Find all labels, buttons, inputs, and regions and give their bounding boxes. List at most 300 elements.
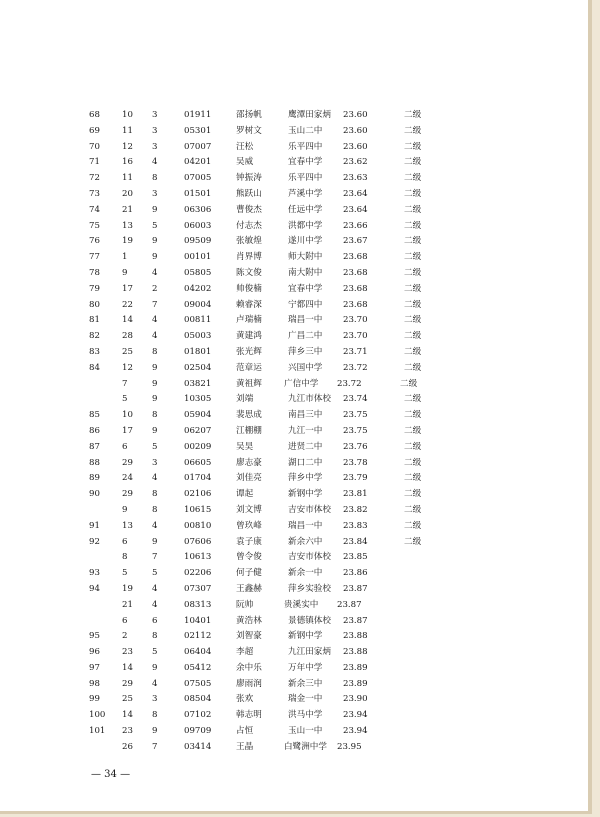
athlete-name-cell: 刘文博	[236, 504, 262, 515]
athlete-name-cell: 帅俊楠	[236, 283, 262, 294]
rank-cell: 91	[89, 520, 100, 531]
heat-cell: 29	[122, 678, 133, 689]
lane-cell: 6	[152, 615, 158, 626]
lane-cell: 9	[152, 536, 158, 547]
athlete-number-cell: 02206	[184, 568, 212, 579]
school-cell: 乐平四中	[288, 173, 323, 184]
grade-cell: 二级	[404, 457, 422, 468]
table-row	[0, 487, 600, 503]
school-cell: 南大附中	[288, 267, 323, 278]
athlete-number-cell: 06605	[184, 457, 212, 468]
athlete-number-cell: 01911	[184, 110, 212, 120]
lane-cell: 4	[152, 267, 158, 278]
heat-cell: 14	[122, 315, 133, 326]
athlete-name-cell: 占恒	[236, 726, 254, 737]
lane-cell: 5	[152, 647, 158, 658]
lane-cell: 2	[152, 283, 158, 294]
grade-cell: 二级	[404, 110, 422, 120]
athlete-number-cell: 08313	[184, 599, 212, 610]
heat-cell: 9	[122, 267, 128, 278]
rank-cell: 75	[89, 220, 100, 231]
table-row	[0, 155, 600, 171]
school-cell: 芦溪中学	[288, 188, 323, 199]
school-cell: 万年中学	[288, 662, 323, 673]
school-cell: 乐平四中	[288, 141, 323, 152]
rank-cell: 95	[89, 631, 100, 642]
grade-cell: 二级	[404, 394, 422, 405]
grade-cell: 二级	[404, 204, 422, 215]
result-time-cell: 23.66	[343, 220, 368, 231]
heat-cell: 16	[122, 157, 133, 168]
rank-cell: 89	[89, 473, 100, 484]
athlete-name-cell: 邵扬帆	[236, 110, 262, 120]
athlete-number-cell: 00101	[184, 252, 212, 263]
table-row	[0, 361, 600, 377]
rank-cell: 94	[89, 583, 100, 594]
school-cell: 宜春中学	[288, 283, 323, 294]
school-cell: 贵溪实中	[284, 599, 319, 610]
result-time-cell: 23.94	[343, 726, 368, 737]
athlete-number-cell: 09004	[184, 299, 212, 310]
athlete-number-cell: 10305	[184, 394, 212, 405]
result-time-cell: 23.89	[343, 662, 368, 673]
table-row	[0, 440, 600, 456]
athlete-name-cell: 赖睿深	[236, 299, 262, 310]
rank-cell: 77	[89, 252, 100, 263]
lane-cell: 5	[152, 220, 158, 231]
school-cell: 景德镇体校	[288, 615, 331, 626]
school-cell: 萍乡实验校	[288, 583, 331, 594]
result-time-cell: 23.72	[343, 362, 368, 373]
grade-cell: 二级	[404, 315, 422, 326]
rank-cell: 97	[89, 662, 100, 673]
heat-cell: 25	[122, 694, 133, 705]
heat-cell: 5	[122, 394, 128, 405]
table-row	[0, 692, 600, 708]
result-time-cell: 23.87	[343, 583, 368, 594]
table-row	[0, 345, 600, 361]
school-cell: 广信中学	[284, 378, 319, 389]
athlete-name-cell: 曾令俊	[236, 552, 262, 563]
result-time-cell: 23.83	[343, 520, 368, 531]
school-cell: 吉安市体校	[288, 504, 331, 515]
table-row	[0, 519, 600, 535]
athlete-number-cell: 08504	[184, 694, 212, 705]
result-time-cell: 23.89	[343, 678, 368, 689]
lane-cell: 8	[152, 346, 158, 357]
school-cell: 广昌二中	[288, 331, 323, 342]
athlete-name-cell: 谭起	[236, 489, 254, 500]
heat-cell: 20	[122, 188, 133, 199]
rank-cell: 85	[89, 410, 100, 421]
result-time-cell: 23.68	[343, 299, 368, 310]
grade-cell: 二级	[404, 125, 422, 136]
lane-cell: 7	[152, 741, 158, 752]
grade-cell: 二级	[404, 504, 422, 515]
grade-cell: 二级	[404, 157, 422, 168]
heat-cell: 29	[122, 489, 133, 500]
athlete-number-cell: 06404	[184, 647, 212, 658]
athlete-number-cell: 03414	[184, 741, 212, 752]
athlete-number-cell: 02112	[184, 631, 212, 642]
table-row	[0, 171, 600, 187]
athlete-number-cell: 00209	[184, 441, 212, 452]
result-time-cell: 23.75	[343, 425, 368, 436]
table-row	[0, 724, 600, 740]
lane-cell: 8	[152, 410, 158, 421]
grade-cell: 二级	[404, 362, 422, 373]
school-cell: 新余三中	[288, 678, 323, 689]
result-time-cell: 23.70	[343, 315, 368, 326]
lane-cell: 9	[152, 204, 158, 215]
rank-cell: 88	[89, 457, 100, 468]
result-time-cell: 23.90	[343, 694, 368, 705]
athlete-number-cell: 07102	[184, 710, 212, 721]
grade-cell: 二级	[400, 378, 418, 389]
school-cell: 萍乡三中	[288, 346, 323, 357]
athlete-name-cell: 黄建鸿	[236, 331, 262, 342]
athlete-name-cell: 吴昊	[236, 441, 254, 452]
athlete-name-cell: 熊跃山	[236, 188, 262, 199]
table-row	[0, 598, 600, 614]
athlete-name-cell: 刘佳亮	[236, 473, 262, 484]
result-time-cell: 23.63	[343, 173, 368, 184]
lane-cell: 4	[152, 473, 158, 484]
rank-cell: 80	[89, 299, 100, 310]
athlete-name-cell: 王鑫赫	[236, 583, 262, 594]
result-time-cell: 23.60	[343, 141, 368, 152]
result-time-cell: 23.60	[343, 110, 368, 120]
grade-cell: 二级	[404, 331, 422, 342]
grade-cell: 二级	[404, 520, 422, 531]
table-row	[0, 187, 600, 203]
athlete-name-cell: 钟振涛	[236, 173, 262, 184]
athlete-name-cell: 李超	[236, 647, 254, 658]
school-cell: 吉安市体校	[288, 552, 331, 563]
athlete-name-cell: 廖志豪	[236, 457, 262, 468]
table-row	[0, 329, 600, 345]
table-row	[0, 471, 600, 487]
athlete-name-cell: 刘智豪	[236, 631, 262, 642]
table-row	[0, 377, 600, 393]
result-time-cell: 23.62	[343, 157, 368, 168]
lane-cell: 9	[152, 378, 158, 389]
table-row	[0, 535, 600, 551]
lane-cell: 4	[152, 331, 158, 342]
grade-cell: 二级	[404, 441, 422, 452]
grade-cell: 二级	[404, 173, 422, 184]
grade-cell: 二级	[404, 188, 422, 199]
grade-cell: 二级	[404, 536, 422, 547]
school-cell: 新钢中学	[288, 631, 323, 642]
lane-cell: 9	[152, 394, 158, 405]
lane-cell: 3	[152, 694, 158, 705]
result-time-cell: 23.76	[343, 441, 368, 452]
heat-cell: 9	[122, 504, 128, 515]
rank-cell: 73	[89, 188, 100, 199]
school-cell: 瑞昌一中	[288, 315, 323, 326]
lane-cell: 4	[152, 520, 158, 531]
table-row	[0, 250, 600, 266]
rank-cell: 87	[89, 441, 100, 452]
athlete-name-cell: 王晶	[236, 741, 254, 752]
result-time-cell: 23.81	[343, 489, 368, 500]
school-cell: 鹰潭田家炳	[288, 110, 331, 120]
school-cell: 洪都中学	[288, 220, 323, 231]
rank-cell: 74	[89, 204, 100, 215]
rank-cell: 90	[89, 489, 100, 500]
athlete-number-cell: 07005	[184, 173, 212, 184]
athlete-number-cell: 00811	[184, 315, 212, 326]
table-row	[0, 298, 600, 314]
heat-cell: 1	[122, 252, 128, 263]
result-time-cell: 23.87	[337, 599, 362, 610]
rank-cell: 101	[89, 726, 106, 737]
athlete-number-cell: 04202	[184, 283, 212, 294]
grade-cell: 二级	[404, 410, 422, 421]
grade-cell: 二级	[404, 283, 422, 294]
result-time-cell: 23.64	[343, 188, 368, 199]
table-row	[0, 645, 600, 661]
rank-cell: 76	[89, 236, 100, 247]
school-cell: 白鹭洲中学	[284, 741, 327, 752]
lane-cell: 8	[152, 504, 158, 515]
athlete-name-cell: 吴威	[236, 157, 254, 168]
school-cell: 新余六中	[288, 536, 323, 547]
athlete-name-cell: 付志杰	[236, 220, 262, 231]
heat-cell: 13	[122, 520, 133, 531]
result-time-cell: 23.64	[343, 204, 368, 215]
table-row	[0, 582, 600, 598]
rank-cell: 100	[89, 710, 106, 721]
table-row	[0, 424, 600, 440]
lane-cell: 9	[152, 236, 158, 247]
school-cell: 九江市体校	[288, 394, 331, 405]
heat-cell: 24	[122, 473, 133, 484]
rank-cell: 71	[89, 157, 100, 168]
lane-cell: 9	[152, 252, 158, 263]
heat-cell: 23	[122, 726, 133, 737]
athlete-name-cell: 余中乐	[236, 662, 262, 673]
school-cell: 宜春中学	[288, 157, 323, 168]
result-time-cell: 23.70	[343, 331, 368, 342]
athlete-number-cell: 02106	[184, 489, 212, 500]
result-time-cell: 23.68	[343, 283, 368, 294]
lane-cell: 9	[152, 425, 158, 436]
lane-cell: 9	[152, 362, 158, 373]
school-cell: 玉山二中	[288, 125, 323, 136]
table-row	[0, 677, 600, 693]
lane-cell: 4	[152, 678, 158, 689]
athlete-number-cell: 07007	[184, 141, 212, 152]
heat-cell: 6	[122, 536, 128, 547]
table-row	[0, 392, 600, 408]
athlete-number-cell: 01801	[184, 346, 212, 357]
athlete-name-cell: 曾玖峰	[236, 520, 262, 531]
rank-cell: 72	[89, 173, 100, 184]
rank-cell: 69	[89, 125, 100, 136]
athlete-name-cell: 张光辉	[236, 346, 262, 357]
heat-cell: 19	[122, 583, 133, 594]
athlete-name-cell: 阮帅	[236, 599, 254, 610]
school-cell: 进贤二中	[288, 441, 323, 452]
lane-cell: 8	[152, 173, 158, 184]
heat-cell: 6	[122, 441, 128, 452]
rank-cell: 93	[89, 568, 100, 579]
athlete-number-cell: 02504	[184, 362, 212, 373]
lane-cell: 3	[152, 125, 158, 136]
athlete-number-cell: 04201	[184, 157, 212, 168]
grade-cell: 二级	[404, 267, 422, 278]
athlete-name-cell: 肖界博	[236, 252, 262, 263]
heat-cell: 7	[122, 378, 128, 389]
athlete-number-cell: 10613	[184, 552, 212, 563]
table-row	[0, 550, 600, 566]
heat-cell: 12	[122, 141, 133, 152]
result-time-cell: 23.87	[343, 615, 368, 626]
lane-cell: 5	[152, 441, 158, 452]
table-row	[0, 503, 600, 519]
grade-cell: 二级	[404, 141, 422, 152]
table-row	[0, 266, 600, 282]
athlete-name-cell: 江棚棚	[236, 425, 262, 436]
athlete-number-cell: 05003	[184, 331, 212, 342]
table-row	[0, 740, 600, 756]
athlete-name-cell: 卢瑞楠	[236, 315, 262, 326]
result-time-cell: 23.60	[343, 125, 368, 136]
school-cell: 湖口二中	[288, 457, 323, 468]
grade-cell: 二级	[404, 236, 422, 247]
athlete-number-cell: 07606	[184, 536, 212, 547]
rank-cell: 70	[89, 141, 100, 152]
school-cell: 宁都四中	[288, 299, 323, 310]
table-row	[0, 456, 600, 472]
athlete-name-cell: 罗树文	[236, 125, 262, 136]
table-row	[0, 219, 600, 235]
school-cell: 九江田家炳	[288, 647, 331, 658]
athlete-name-cell: 陈文俊	[236, 267, 262, 278]
athlete-number-cell: 09709	[184, 726, 212, 737]
athlete-number-cell: 05805	[184, 267, 212, 278]
athlete-number-cell: 06003	[184, 220, 212, 231]
rank-cell: 98	[89, 678, 100, 689]
athlete-number-cell: 00810	[184, 520, 212, 531]
school-cell: 瑞昌一中	[288, 520, 323, 531]
rank-cell: 81	[89, 315, 100, 326]
heat-cell: 8	[122, 552, 128, 563]
athlete-number-cell: 09509	[184, 236, 212, 247]
school-cell: 瑞金一中	[288, 694, 323, 705]
lane-cell: 7	[152, 299, 158, 310]
athlete-name-cell: 曹俊杰	[236, 204, 262, 215]
school-cell: 任远中学	[288, 204, 323, 215]
rank-cell: 86	[89, 425, 100, 436]
athlete-number-cell: 07505	[184, 678, 212, 689]
athlete-number-cell: 05301	[184, 125, 212, 136]
table-row	[0, 313, 600, 329]
lane-cell: 4	[152, 157, 158, 168]
heat-cell: 10	[122, 110, 133, 120]
heat-cell: 14	[122, 662, 133, 673]
result-time-cell: 23.88	[343, 647, 368, 658]
grade-cell: 二级	[404, 220, 422, 231]
athlete-name-cell: 黄浩林	[236, 615, 262, 626]
heat-cell: 17	[122, 283, 133, 294]
school-cell: 新余一中	[288, 568, 323, 579]
heat-cell: 11	[122, 125, 133, 136]
lane-cell: 3	[152, 457, 158, 468]
athlete-number-cell: 10615	[184, 504, 212, 515]
lane-cell: 8	[152, 631, 158, 642]
table-row	[0, 629, 600, 645]
lane-cell: 3	[152, 141, 158, 152]
athlete-number-cell: 01501	[184, 188, 212, 199]
athlete-name-cell: 刘端	[236, 394, 254, 405]
table-row	[0, 566, 600, 582]
heat-cell: 2	[122, 631, 128, 642]
grade-cell: 二级	[404, 252, 422, 263]
result-time-cell: 23.86	[343, 568, 368, 579]
result-time-cell: 23.67	[343, 236, 368, 247]
athlete-name-cell: 韩志明	[236, 710, 262, 721]
heat-cell: 17	[122, 425, 133, 436]
school-cell: 玉山一中	[288, 726, 323, 737]
athlete-number-cell: 06306	[184, 204, 212, 215]
lane-cell: 8	[152, 710, 158, 721]
heat-cell: 28	[122, 331, 133, 342]
athlete-name-cell: 廖雨润	[236, 678, 262, 689]
rank-cell: 83	[89, 346, 100, 357]
result-time-cell: 23.72	[337, 378, 362, 389]
grade-cell: 二级	[404, 299, 422, 310]
athlete-name-cell: 范章运	[236, 362, 262, 373]
rank-cell: 79	[89, 283, 100, 294]
heat-cell: 21	[122, 204, 133, 215]
school-cell: 兴国中学	[288, 362, 323, 373]
rank-cell: 78	[89, 267, 100, 278]
grade-cell: 二级	[404, 346, 422, 357]
result-time-cell: 23.75	[343, 410, 368, 421]
rank-cell: 99	[89, 694, 100, 705]
results-list	[0, 108, 600, 756]
heat-cell: 10	[122, 410, 133, 421]
result-time-cell: 23.94	[343, 710, 368, 721]
heat-cell: 26	[122, 741, 133, 752]
school-cell: 遂川中学	[288, 236, 323, 247]
table-row	[0, 614, 600, 630]
lane-cell: 7	[152, 552, 158, 563]
result-time-cell: 23.74	[343, 394, 368, 405]
school-cell: 萍乡中学	[288, 473, 323, 484]
lane-cell: 9	[152, 662, 158, 673]
result-time-cell: 23.85	[343, 552, 368, 563]
athlete-number-cell: 03821	[184, 378, 212, 389]
table-row	[0, 708, 600, 724]
table-row	[0, 282, 600, 298]
athlete-name-cell: 裴思成	[236, 410, 262, 421]
heat-cell: 23	[122, 647, 133, 658]
athlete-name-cell: 袁子康	[236, 536, 262, 547]
athlete-number-cell: 07307	[184, 583, 212, 594]
heat-cell: 21	[122, 599, 133, 610]
table-row	[0, 140, 600, 156]
lane-cell: 4	[152, 583, 158, 594]
result-time-cell: 23.68	[343, 267, 368, 278]
athlete-name-cell: 何子健	[236, 568, 262, 579]
result-time-cell: 23.95	[337, 741, 362, 752]
athlete-name-cell: 汪松	[236, 141, 254, 152]
heat-cell: 14	[122, 710, 133, 721]
